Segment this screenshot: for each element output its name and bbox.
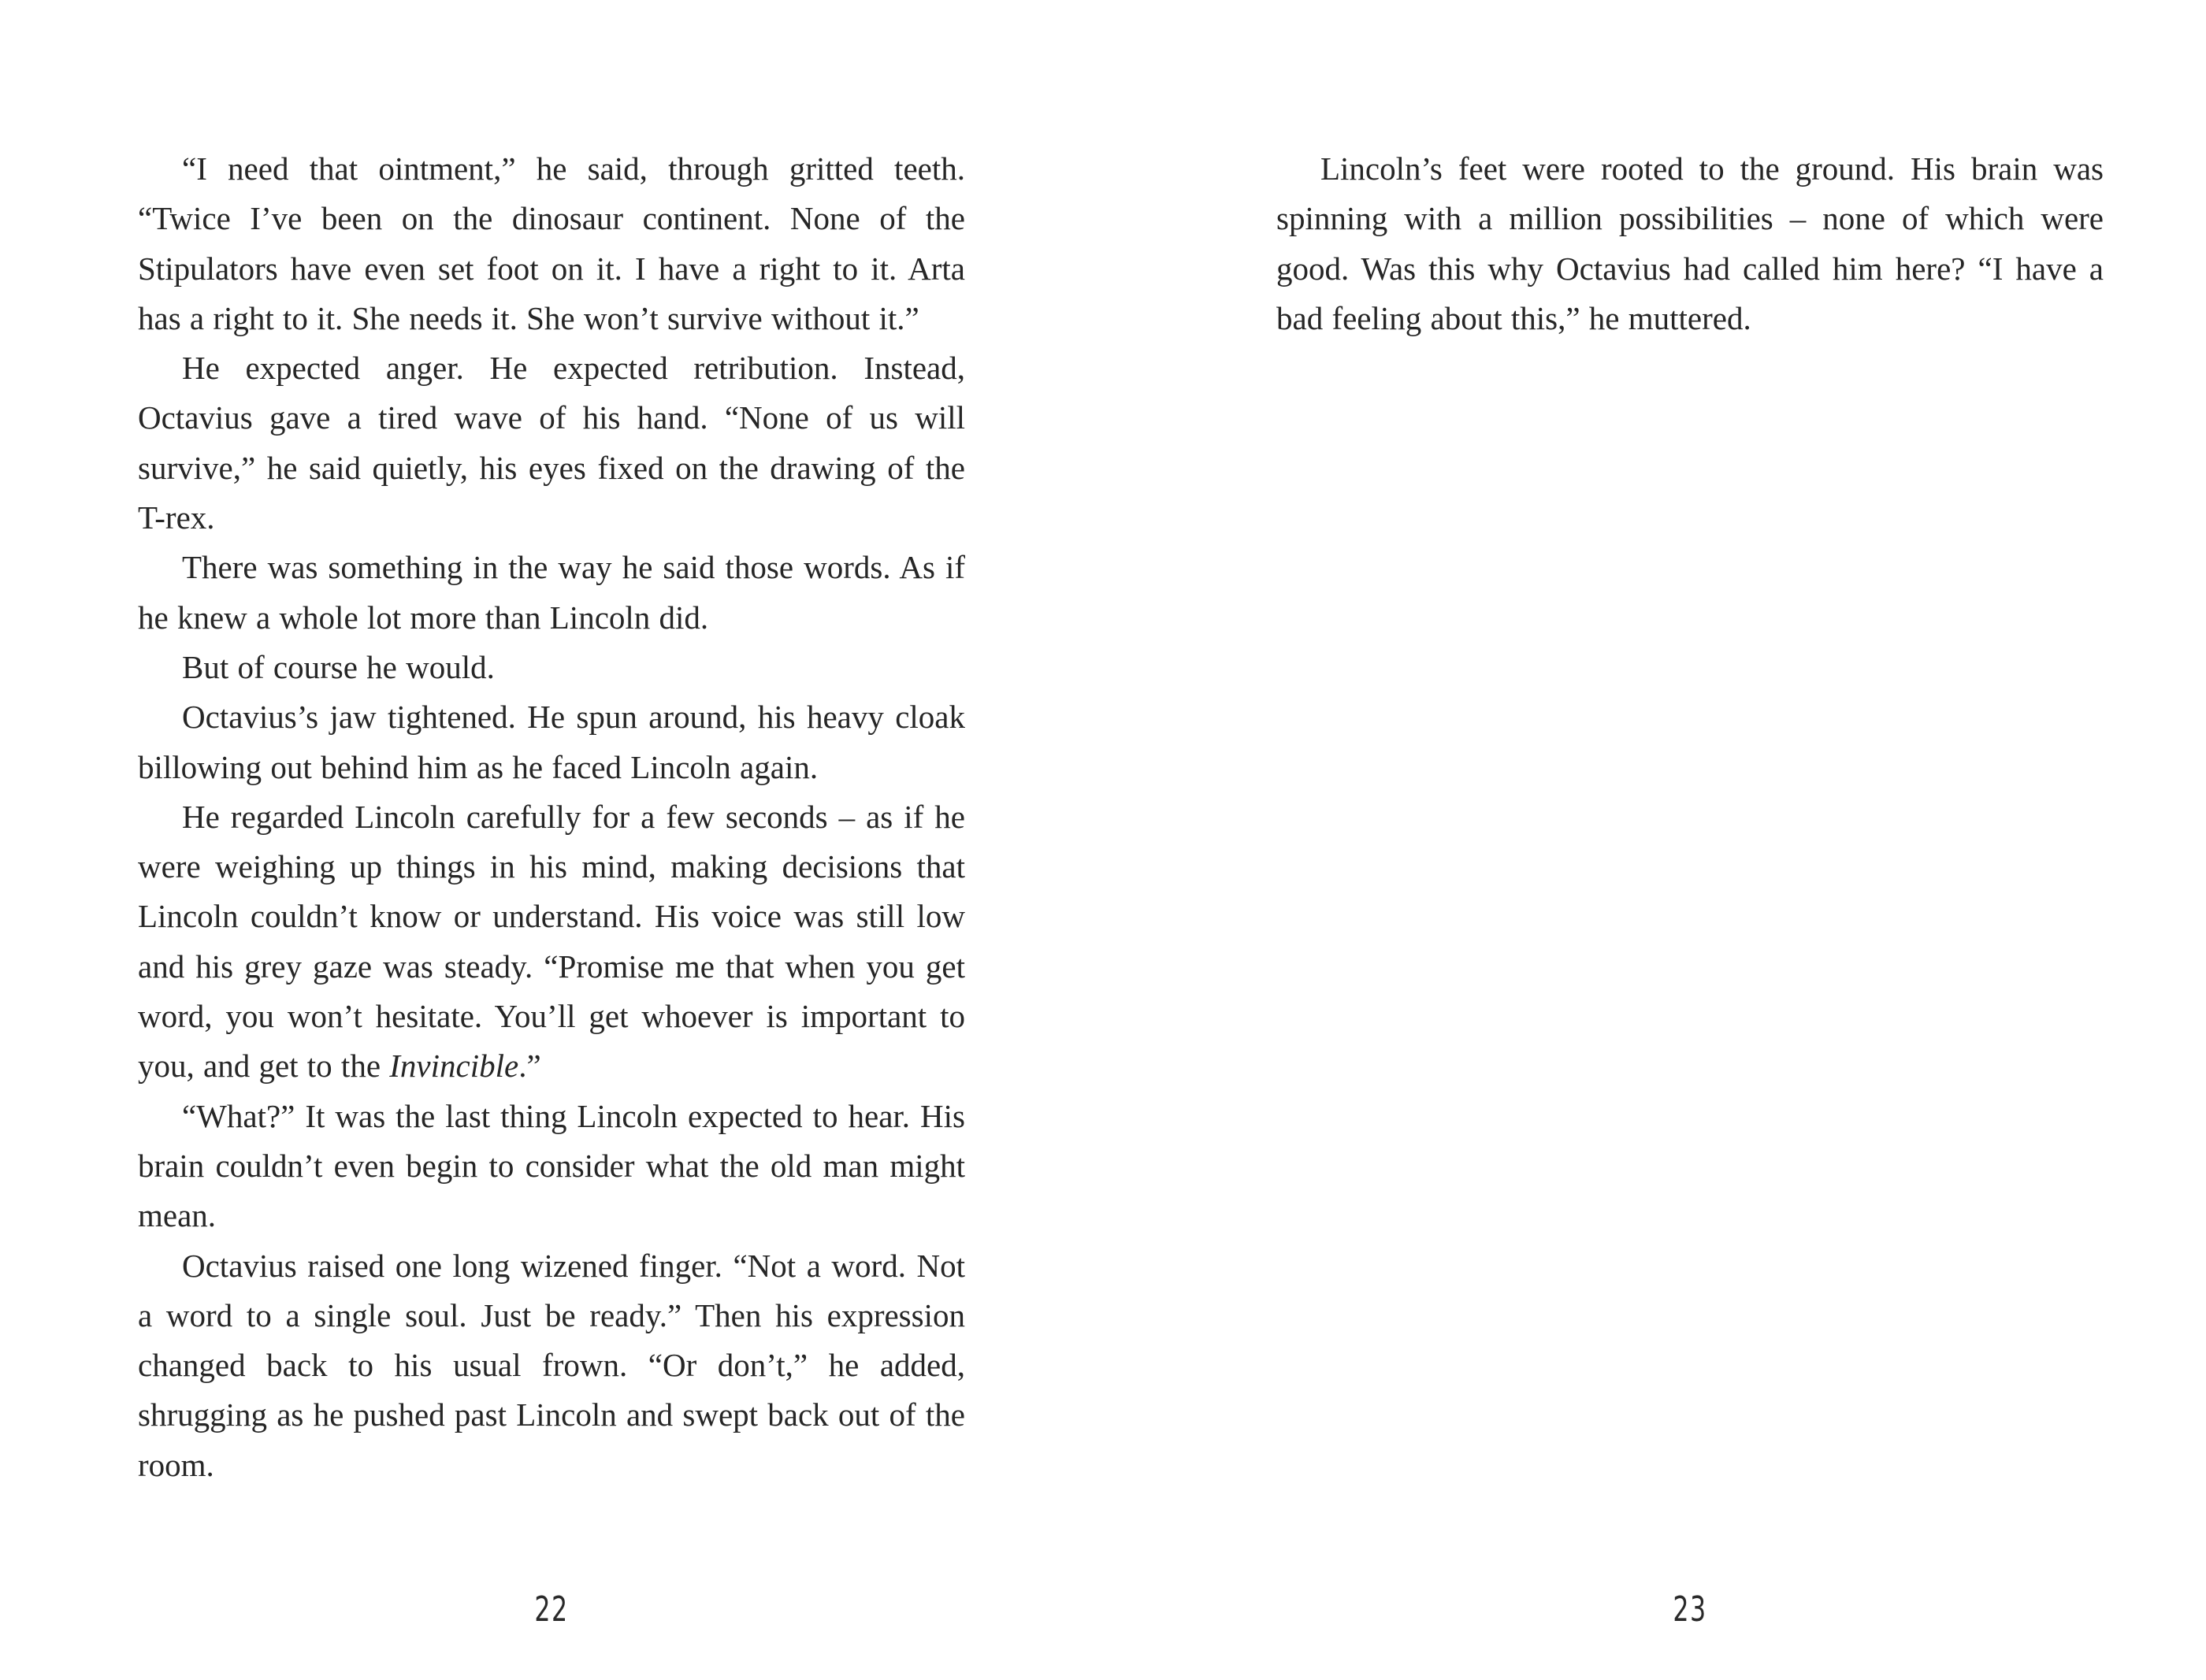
paragraph: But of course he would.	[182, 648, 495, 685]
ship-name-italic: Invincible	[389, 1048, 519, 1085]
paragraph: “I need that ointment,” he said, through gritted teeth. “Twice I’ve been on the dinosaur continent. None of the Stipulators have even set foot on it. I have a right to it. Arta has a right to it. She needs it. She won’t survive without it.”	[138, 150, 965, 336]
paragraph	[138, 792, 965, 1092]
paragraph: There was something in the way he said those words. As if he knew a whole lot more than Lincoln did.	[138, 549, 965, 636]
right-page-text	[1276, 144, 2104, 343]
paragraph: “What?” It was the last thing Lincoln expected to hear. His brain couldn’t even begin to consider what the old man might mean.	[138, 1097, 965, 1234]
paragraph-text: He regarded Lincoln carefully for a few seconds – as if he were weighing up things in his mind, making decisions that Lincoln couldn’t know or understand. His voice was still low and his grey gaze was steady. “Promise me that when you get word, you won’t hesitate. You’ll get whoever is important to you, and get to the	[138, 798, 965, 1085]
paragraph: Lincoln’s feet were rooted to the ground. His brain was spinning with a million possibilities – none of which were good. Was this why Octavius had called him here? “I have a bad feeling about this,” he muttered.	[1276, 150, 2104, 336]
paragraph: Octavius raised one long wizened finger. “Not a word. Not a word to a single soul. Just be ready.” Then his expression changed back to his usual frown. “Or don’t,” he added, shrugging as he pushed past Lincoln and swept back out of the room.	[138, 1247, 965, 1483]
paragraph-text-end: .”	[518, 1048, 541, 1085]
page-number-left: 22	[534, 1589, 569, 1630]
right-page	[1103, 0, 2206, 1680]
page-number-right: 23	[1673, 1589, 1707, 1630]
paragraph: Octavius’s jaw tightened. He spun around, his heavy cloak billowing out behind him as he faced Lincoln again.	[138, 699, 965, 785]
paragraph: He expected anger. He expected retribution. Instead, Octavius gave a tired wave of his hand. “None of us will survive,” he said quietly, his eyes fixed on the drawing of the T-rex.	[138, 350, 965, 536]
left-page-text	[138, 144, 965, 1490]
